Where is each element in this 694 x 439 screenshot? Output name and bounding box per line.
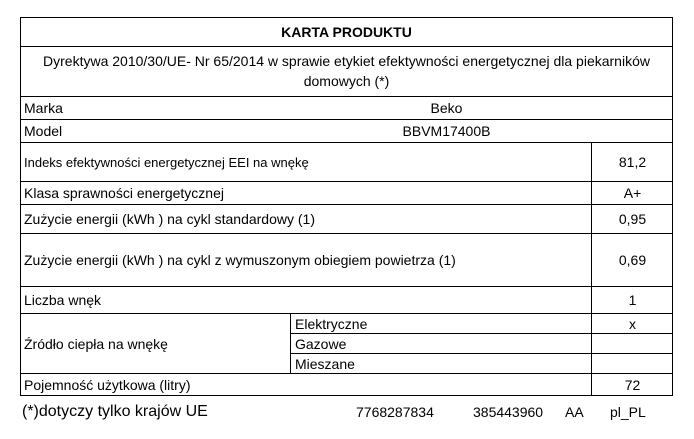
cavities-value: 1 <box>628 292 637 308</box>
heat-source-gas-value <box>592 334 673 353</box>
heat-source-gas-label: Gazowe <box>295 335 347 352</box>
energy-class-label: Klasa sprawności energetycznej <box>24 185 224 201</box>
consumption-fan-label: Zużycie energii (kWh ) na cykl z wymuszonym obiegiem powietrza (1) <box>24 252 456 268</box>
divider <box>591 142 592 396</box>
footer-note: (*)dotyczy tylko krajów UE <box>22 403 208 420</box>
brand-value: Beko <box>430 100 463 116</box>
divider <box>290 313 291 373</box>
eei-value: 81,2 <box>618 154 647 170</box>
heat-source-mixed-label: Mieszane <box>295 355 355 372</box>
footer-code-2: 385443960 <box>473 404 544 420</box>
footer-code-3: AA <box>565 404 584 420</box>
brand-label: Marka <box>24 100 63 116</box>
capacity-label: Pojemność użytkowa (litry) <box>24 377 191 393</box>
footer-code-1: 7768287834 <box>356 404 434 420</box>
model-value: BBVM17400B <box>402 123 491 139</box>
energy-class-value: A+ <box>623 185 642 201</box>
heat-source-mixed-value <box>592 354 673 373</box>
consumption-standard-label: Zużycie energii (kWh ) na cykl standardowy (1) <box>24 211 315 227</box>
heat-source-electric-label: Elektryczne <box>295 315 368 332</box>
divider <box>20 46 673 47</box>
heat-source-label: Źródło ciepła na wnękę <box>24 335 168 352</box>
product-fiche-table <box>20 17 673 396</box>
model-label: Model <box>24 123 63 139</box>
capacity-value: 72 <box>624 377 641 393</box>
page-title: KARTA PRODUKTU <box>281 23 412 40</box>
heat-source-electric-value: x <box>629 315 636 332</box>
eei-label: Indeks efektywności energetycznej EEI na wnękę <box>24 154 309 170</box>
consumption-fan-value: 0,69 <box>618 252 647 268</box>
directive-text: Dyrektywa 2010/30/UE- Nr 65/2014 w sprawie etykiet efektywności energetycznej dla piekarników domowych (*) <box>43 53 650 89</box>
cavities-label: Liczba wnęk <box>24 292 102 308</box>
consumption-standard-value: 0,95 <box>618 211 647 227</box>
footer-lang: pl_PL <box>610 404 646 420</box>
